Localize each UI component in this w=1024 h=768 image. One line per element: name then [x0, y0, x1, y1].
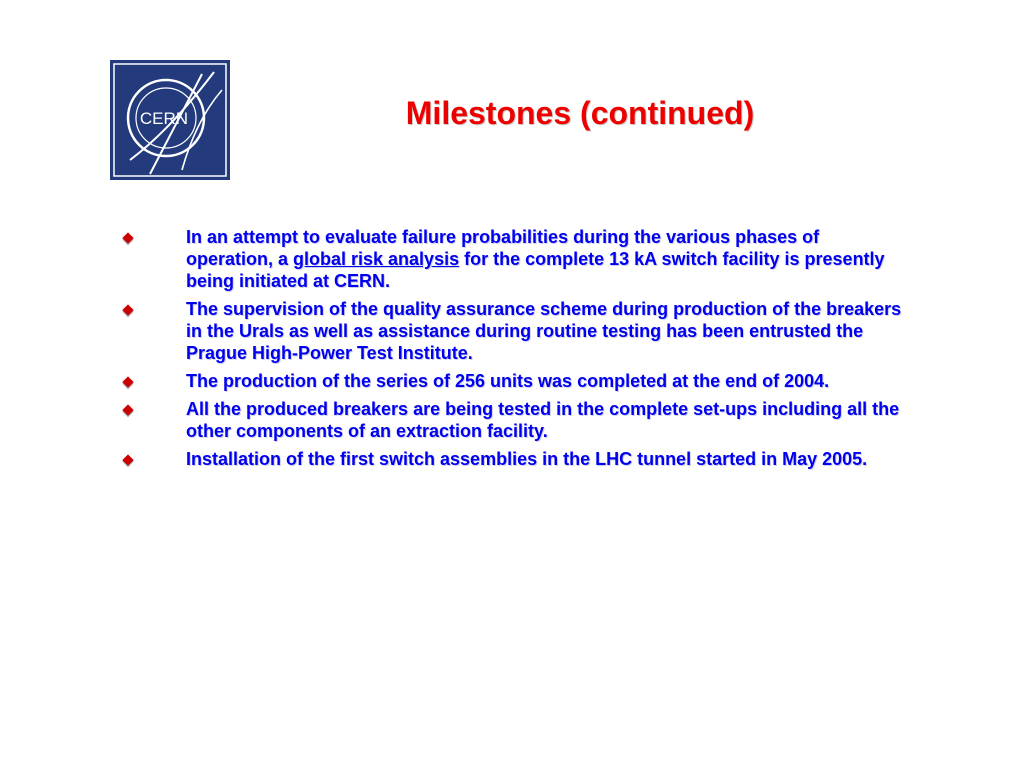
bullet-text: The supervision of the quality assurance scheme during production of the breakers in the Urals as well as assistance during routine testing has been entrusted the Prague High-Power Test Institute.	[186, 299, 902, 363]
diamond-bullet-icon	[122, 454, 133, 465]
diamond-bullet-icon	[122, 304, 133, 315]
diamond-bullet-icon	[122, 404, 133, 415]
bullet-item	[120, 448, 910, 470]
bullet-list	[120, 226, 910, 476]
bullet-text: All the produced breakers are being tested in the complete set-ups including all the other components of an extraction facility.	[186, 399, 900, 441]
slide-title: Milestones (continued)	[405, 95, 755, 131]
diamond-bullet-icon	[122, 376, 133, 387]
bullet-item	[120, 370, 910, 392]
bullet-text: Installation of the first switch assemblies in the LHC tunnel started in May 2005.	[186, 449, 868, 469]
bullet-text-after-link: for the complete 13 kA switch facility is presently being initiated at CERN.	[186, 249, 885, 291]
bullet-item	[120, 298, 910, 364]
bullet-text-before-link: In an attempt to evaluate failure probabilities during the various phases of operation, a	[186, 227, 820, 269]
bullet-text: The production of the series of 256 units was completed at the end of 2004.	[186, 371, 830, 391]
global-risk-analysis-link[interactable]: global risk analysis	[293, 249, 460, 269]
cern-logo-text: CERN	[139, 109, 189, 128]
cern-logo-graphic	[110, 60, 230, 180]
bullet-item	[120, 398, 910, 442]
diamond-bullet-icon	[122, 232, 133, 243]
cern-logo	[110, 60, 230, 180]
bullet-item	[120, 226, 910, 292]
